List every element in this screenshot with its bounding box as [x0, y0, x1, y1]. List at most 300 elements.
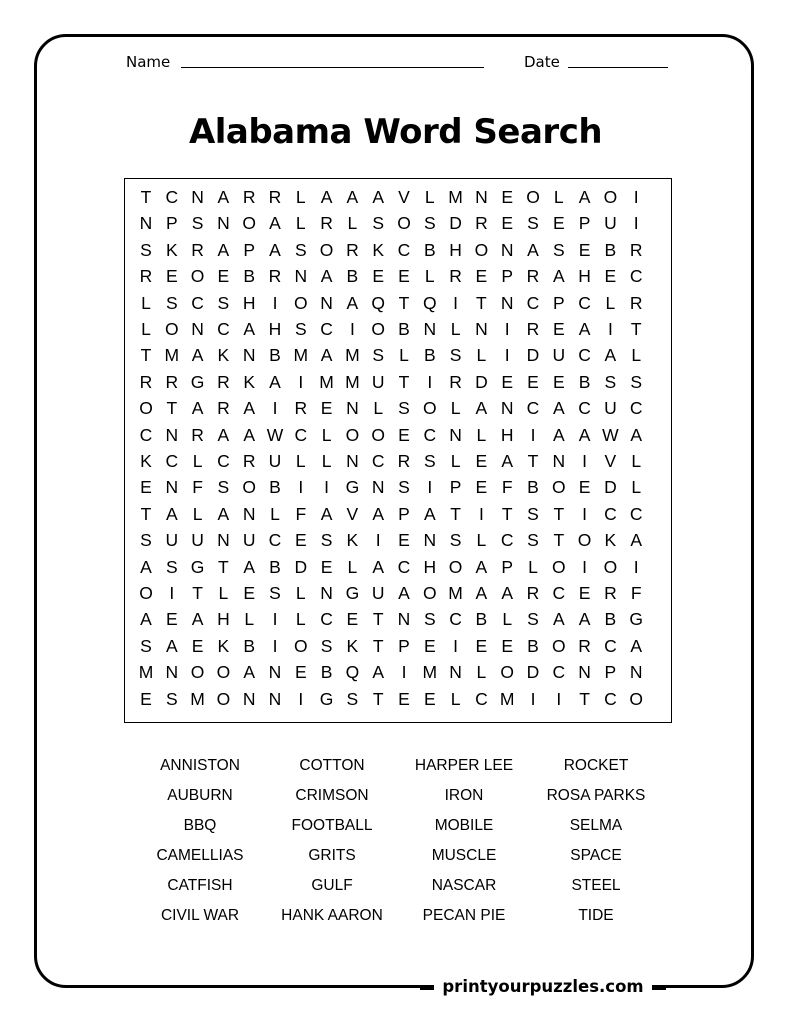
grid-letter: A	[578, 609, 591, 630]
grid-letter: U	[371, 371, 385, 392]
grid-letter: I	[375, 530, 381, 551]
grid-letter: R	[346, 239, 359, 260]
grid-letter: B	[243, 635, 256, 656]
grid-letter: A	[243, 319, 256, 339]
grid-letter: O	[397, 213, 411, 234]
grid-letter: N	[242, 503, 256, 524]
grid-letter: B	[527, 477, 539, 498]
grid-letter: P	[449, 477, 462, 498]
grid-row	[125, 210, 671, 236]
grid-letter: E	[475, 266, 488, 287]
grid-letter: A	[398, 583, 410, 603]
grid-letter: U	[191, 530, 204, 551]
grid-letter: E	[527, 371, 539, 392]
grid-letter: O	[422, 398, 437, 419]
grid-letter: N	[242, 345, 256, 366]
grid-letter: E	[320, 398, 333, 419]
word-list-item: ANNISTON	[160, 757, 240, 774]
grid-letter: S	[527, 609, 539, 630]
word-list-item: ROCKET	[563, 757, 629, 774]
grid-letter: L	[295, 609, 306, 630]
grid-letter: R	[217, 371, 230, 392]
grid-letter: N	[320, 583, 333, 603]
word-list-item: COTTON	[299, 757, 365, 774]
grid-letter: S	[346, 688, 359, 709]
grid-letter: R	[629, 239, 643, 260]
grid-letter: T	[140, 503, 152, 524]
grid-letter: G	[190, 371, 205, 392]
grid-letter: S	[269, 583, 281, 603]
grid-letter: T	[192, 583, 203, 603]
grid-letter: E	[320, 556, 333, 577]
grid-letter: N	[500, 292, 514, 313]
grid-letter: I	[272, 609, 278, 630]
grid-letter: C	[191, 292, 204, 313]
grid-letter: P	[604, 662, 617, 683]
grid-letter: S	[372, 345, 385, 366]
grid-letter: U	[552, 345, 566, 366]
grid-row	[125, 501, 671, 527]
grid-letter: T	[218, 556, 229, 577]
grid-letter: L	[295, 583, 306, 603]
grid-letter: A	[552, 424, 565, 445]
grid-letter: C	[268, 530, 282, 551]
grid-letter: L	[399, 345, 409, 366]
grid-letter: O	[190, 662, 205, 683]
grid-letter: H	[578, 266, 591, 287]
grid-letter: A	[423, 503, 436, 524]
date-label: Date	[524, 53, 560, 71]
grid-row	[125, 580, 671, 606]
grid-letter: A	[501, 451, 514, 471]
grid-letter: E	[475, 477, 488, 498]
grid-letter: A	[578, 319, 591, 339]
word-list-item: MOBILE	[434, 817, 494, 834]
word-list-item: GULF	[311, 877, 353, 894]
grid-letter: K	[372, 239, 385, 260]
grid-letter: O	[603, 187, 618, 207]
grid-letter: A	[372, 503, 385, 524]
grid-letter: R	[268, 187, 282, 207]
grid-letter: R	[294, 398, 308, 419]
grid-letter: A	[191, 398, 204, 419]
grid-letter: R	[526, 583, 540, 603]
grid-letter: C	[578, 398, 591, 419]
grid-letter: R	[449, 266, 462, 287]
grid-letter: S	[552, 239, 565, 260]
grid-letter: M	[422, 662, 438, 683]
grid-letter: O	[551, 556, 566, 577]
grid-letter: O	[526, 187, 540, 207]
grid-letter: C	[397, 556, 411, 577]
word-list-item: CRIMSON	[295, 787, 369, 804]
grid-letter: H	[242, 292, 256, 313]
grid-letter: N	[268, 662, 282, 683]
grid-letter: N	[346, 451, 359, 471]
grid-letter: L	[295, 451, 306, 471]
grid-row	[125, 290, 671, 316]
grid-letter: L	[631, 477, 642, 498]
grid-letter: S	[217, 477, 230, 498]
grid-letter: A	[320, 503, 333, 524]
grid-letter: S	[449, 530, 462, 551]
grid-letter: N	[475, 319, 488, 339]
grid-letter: P	[398, 635, 410, 656]
grid-letter: L	[270, 503, 280, 524]
grid-letter: L	[450, 688, 461, 709]
grid-letter: T	[398, 292, 410, 313]
word-list-item: AUBURN	[167, 787, 233, 804]
grid-letter: C	[552, 662, 566, 683]
grid-letter: I	[427, 371, 433, 392]
grid-letter: E	[423, 688, 436, 709]
word-list-item: IRON	[444, 787, 484, 804]
grid-row	[125, 474, 671, 500]
grid-letter: A	[372, 556, 385, 577]
grid-letter: C	[629, 398, 643, 419]
grid-letter: N	[191, 319, 204, 339]
grid-letter: Q	[371, 292, 385, 313]
grid-letter: C	[294, 424, 308, 445]
grid-letter: N	[423, 319, 437, 339]
name-label: Name	[126, 53, 171, 71]
grid-letter: Q	[345, 662, 360, 683]
grid-letter: H	[423, 556, 437, 577]
grid-letter: L	[476, 530, 487, 551]
grid-letter: P	[501, 556, 514, 577]
grid-letter: O	[629, 688, 643, 709]
grid-letter: S	[217, 292, 230, 313]
grid-letter: T	[501, 503, 513, 524]
grid-letter: C	[578, 292, 591, 313]
grid-letter: A	[630, 424, 643, 445]
grid-row	[125, 342, 671, 368]
grid-letter: L	[450, 398, 461, 419]
grid-letter: T	[579, 688, 590, 709]
grid-letter: B	[320, 662, 333, 683]
word-list-item: SPACE	[570, 847, 622, 864]
grid-letter: A	[372, 187, 385, 207]
grid-letter: W	[602, 424, 619, 445]
grid-letter: Q	[422, 292, 437, 313]
grid-letter: M	[448, 583, 463, 603]
grid-letter: B	[243, 266, 256, 287]
grid-row	[125, 527, 671, 553]
grid-letter: E	[604, 266, 617, 287]
grid-letter: I	[530, 424, 536, 445]
grid-letter: I	[607, 319, 613, 339]
grid-row	[125, 659, 671, 685]
grid-letter: T	[450, 503, 461, 524]
grid-letter: I	[298, 477, 304, 498]
grid-letter: U	[371, 583, 385, 603]
grid-letter: P	[165, 213, 178, 234]
grid-letter: L	[424, 266, 435, 287]
grid-letter: I	[582, 556, 588, 577]
grid-letter: C	[604, 635, 617, 656]
grid-letter: N	[165, 477, 179, 498]
grid-letter: T	[476, 292, 487, 313]
grid-letter: E	[552, 371, 565, 392]
word-list-item: CATFISH	[167, 877, 233, 894]
grid-letter: H	[268, 319, 282, 339]
grid-letter: S	[604, 371, 617, 392]
grid-letter: C	[397, 239, 411, 260]
grid-letter: A	[552, 266, 565, 287]
grid-letter: R	[139, 371, 153, 392]
grid-letter: A	[501, 583, 514, 603]
grid-letter: K	[346, 635, 359, 656]
grid-letter: A	[165, 503, 178, 524]
grid-letter: E	[578, 239, 591, 260]
word-list-item: SELMA	[569, 817, 623, 834]
grid-letter: E	[294, 662, 307, 683]
grid-letter: E	[191, 635, 204, 656]
grid-letter: A	[372, 662, 385, 683]
grid-letter: A	[217, 503, 230, 524]
grid-letter: S	[294, 319, 307, 339]
grid-letter: S	[320, 530, 333, 551]
grid-letter: E	[578, 477, 591, 498]
word-list-item: GRITS	[308, 847, 356, 864]
grid-letter: N	[449, 424, 462, 445]
grid-letter: A	[320, 187, 333, 207]
grid-letter: N	[371, 477, 385, 498]
grid-letter: L	[476, 424, 487, 445]
word-list-item: FOOTBALL	[291, 817, 373, 834]
grid-letter: I	[453, 635, 459, 656]
grid-letter: R	[165, 371, 179, 392]
grid-letter: I	[582, 451, 588, 471]
grid-letter: A	[578, 424, 591, 445]
grid-letter: N	[294, 266, 308, 287]
grid-letter: E	[398, 688, 410, 709]
grid-letter: C	[629, 503, 643, 524]
grid-letter: L	[244, 609, 255, 630]
grid-letter: R	[604, 583, 617, 603]
grid-letter: T	[630, 319, 642, 339]
grid-letter: A	[269, 239, 281, 260]
grid-letter: C	[371, 451, 385, 471]
grid-letter: C	[320, 319, 333, 339]
grid-letter: L	[476, 345, 487, 366]
grid-letter: A	[165, 635, 178, 656]
grid-letter: M	[345, 371, 360, 392]
grid-letter: F	[192, 477, 203, 498]
grid-letter: U	[165, 530, 179, 551]
grid-letter: T	[166, 398, 178, 419]
grid-letter: O	[190, 266, 205, 287]
grid-letter: T	[553, 530, 565, 551]
grid-letter: N	[191, 187, 204, 207]
grid-letter: R	[578, 635, 591, 656]
grid-letter: R	[242, 451, 256, 471]
word-list-item: HANK AARON	[281, 907, 383, 924]
grid-letter: I	[272, 398, 278, 419]
grid-letter: S	[449, 345, 462, 366]
grid-letter: F	[501, 477, 513, 498]
grid-letter: N	[397, 609, 411, 630]
grid-letter: A	[243, 424, 256, 445]
page-title: Alabama Word Search	[188, 112, 603, 152]
grid-letter: T	[372, 635, 384, 656]
grid-letter: P	[578, 213, 591, 234]
word-list-item: CIVIL WAR	[160, 907, 240, 924]
grid-letter: E	[501, 187, 514, 207]
grid-letter: R	[475, 213, 488, 234]
grid-letter: O	[216, 662, 231, 683]
grid-letter: R	[191, 424, 204, 445]
grid-letter: L	[528, 556, 538, 577]
grid-letter: C	[629, 266, 643, 287]
word-list-item: MUSCLE	[431, 847, 497, 864]
grid-letter: E	[243, 583, 256, 603]
grid-letter: T	[140, 345, 152, 366]
grid-letter: R	[242, 187, 256, 207]
grid-letter: O	[319, 239, 334, 260]
name-line	[181, 67, 484, 68]
grid-letter: N	[578, 662, 591, 683]
grid-letter: C	[604, 688, 617, 709]
grid-letter: B	[578, 371, 591, 392]
grid-letter: R	[268, 266, 282, 287]
grid-letter: R	[139, 266, 153, 287]
grid-letter: A	[140, 609, 152, 630]
grid-letter: I	[633, 187, 639, 207]
grid-letter: L	[218, 583, 229, 603]
grid-letter: D	[449, 213, 462, 234]
grid-letter: A	[346, 292, 359, 313]
grid-letter: B	[269, 345, 281, 366]
word-list-item: NASCAR	[431, 877, 497, 894]
grid-letter: L	[373, 398, 384, 419]
grid-letter: E	[578, 583, 591, 603]
grid-letter: B	[604, 609, 617, 630]
grid-letter: C	[139, 424, 153, 445]
grid-letter: N	[242, 688, 256, 709]
grid-letter: C	[217, 319, 230, 339]
grid-letter: S	[165, 556, 178, 577]
grid-letter: L	[321, 451, 332, 471]
grid-letter: A	[475, 398, 488, 419]
grid-letter: S	[165, 688, 178, 709]
grid-letter: P	[501, 266, 514, 287]
grid-letter: M	[319, 371, 334, 392]
grid-letter: N	[552, 451, 566, 471]
grid-letter: A	[630, 530, 643, 551]
grid-letter: C	[578, 345, 591, 366]
grid-letter: O	[293, 635, 308, 656]
grid-letter: I	[427, 477, 433, 498]
grid-letter: H	[449, 239, 462, 260]
grid-letter: N	[320, 292, 333, 313]
grid-letter: G	[345, 477, 360, 498]
grid-letter: L	[450, 451, 461, 471]
grid-letter: B	[423, 345, 436, 366]
grid-letter: N	[346, 398, 359, 419]
grid-letter: A	[604, 345, 617, 366]
word-list-item: STEEL	[571, 877, 621, 894]
grid-letter: D	[475, 371, 488, 392]
grid-letter: A	[243, 556, 256, 577]
grid-letter: I	[272, 635, 278, 656]
grid-letter: C	[320, 609, 333, 630]
grid-letter: B	[604, 239, 617, 260]
grid-letter: E	[398, 530, 410, 551]
grid-letter: A	[320, 345, 333, 366]
grid-letter: I	[633, 556, 639, 577]
grid-letter: E	[552, 319, 565, 339]
grid-letter: I	[272, 292, 278, 313]
grid-letter: C	[604, 503, 617, 524]
grid-letter: N	[423, 530, 437, 551]
grid-letter: R	[397, 451, 411, 471]
grid-letter: N	[139, 213, 153, 234]
grid-letter: C	[165, 187, 179, 207]
grid-letter: K	[243, 371, 256, 392]
grid-letter: O	[551, 635, 566, 656]
grid-letter: A	[552, 398, 565, 419]
grid-letter: N	[629, 662, 643, 683]
grid-letter: T	[140, 187, 152, 207]
word-list-item: BBQ	[183, 817, 217, 834]
grid-letter: C	[526, 398, 540, 419]
grid-letter: C	[475, 688, 488, 709]
footer-line-left	[420, 987, 434, 990]
grid-letter: T	[372, 688, 384, 709]
grid-letter: B	[423, 239, 436, 260]
grid-letter: A	[191, 609, 204, 630]
grid-letter: R	[320, 213, 333, 234]
grid-row	[125, 369, 671, 395]
grid-letter: E	[165, 266, 178, 287]
grid-letter: V	[604, 451, 617, 471]
grid-letter: I	[298, 688, 304, 709]
grid-letter: N	[500, 398, 514, 419]
grid-letter: R	[629, 292, 643, 313]
grid-letter: B	[269, 477, 281, 498]
grid-row	[125, 448, 671, 474]
grid-letter: L	[295, 213, 306, 234]
grid-letter: C	[449, 609, 462, 630]
grid-letter: K	[140, 451, 152, 471]
grid-letter: I	[530, 688, 536, 709]
grid-letter: O	[422, 583, 437, 603]
grid-letter: A	[217, 239, 230, 260]
grid-letter: C	[500, 530, 514, 551]
footer-line-right	[652, 987, 666, 990]
grid-letter: E	[140, 688, 152, 709]
grid-letter: C	[526, 292, 540, 313]
grid-letter: U	[604, 213, 617, 234]
grid-letter: O	[371, 319, 385, 339]
grid-letter: L	[192, 451, 203, 471]
grid-letter: A	[217, 424, 230, 445]
grid-letter: N	[449, 662, 462, 683]
grid-letter: N	[217, 213, 230, 234]
grid-letter: E	[423, 635, 436, 656]
grid-letter: F	[630, 583, 642, 603]
grid-letter: O	[345, 424, 360, 445]
grid-letter: T	[553, 503, 565, 524]
grid-letter: S	[372, 213, 385, 234]
grid-letter: D	[294, 556, 308, 577]
grid-letter: E	[501, 371, 514, 392]
grid-letter: S	[527, 503, 539, 524]
grid-letter: O	[577, 530, 592, 551]
grid-letter: A	[243, 662, 256, 683]
grid-letter: I	[453, 292, 459, 313]
